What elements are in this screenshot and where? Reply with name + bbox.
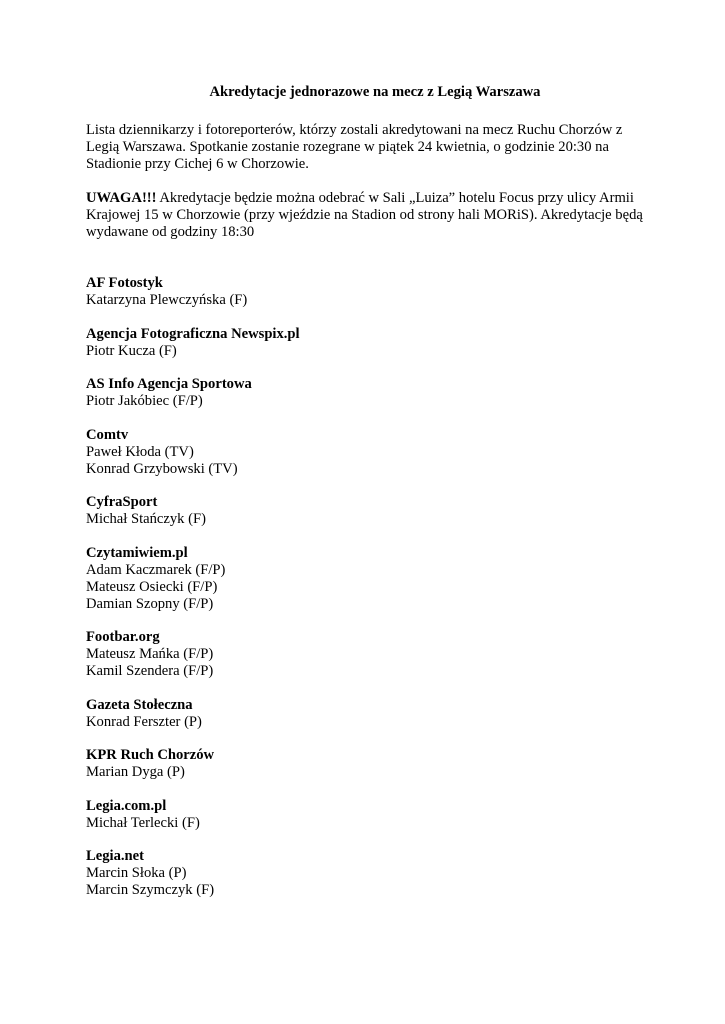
document-title: Akredytacje jednorazowe na mecz z Legią Warszawa: [209, 84, 541, 100]
accredited-person: Katarzyna Plewczyńska (F): [86, 292, 248, 308]
accreditation-list: [86, 275, 646, 899]
organization-block: [86, 376, 646, 410]
accredited-person: Marcin Słoka (P): [86, 865, 187, 881]
organization-name: Legia.com.pl: [86, 797, 167, 814]
accredited-person: Konrad Ferszter (P): [86, 713, 202, 730]
intro-paragraph: Lista dziennikarzy i fotoreporterów, którzy zostali akredytowani na mecz Ruchu Chorzów z Legią Warszawa. Spotkanie zostanie rozegrane w piątek 24 kwietnia, o godzinie 20:30 na Stadionie przy Cichej 6 w Chorzowie.: [86, 122, 623, 172]
accredited-person: Piotr Kucza (F): [86, 342, 177, 359]
accredited-person: Michał Terlecki (F): [86, 814, 200, 831]
notice-label: UWAGA!!!: [86, 190, 157, 206]
organization-block: [86, 494, 646, 528]
organization-block: [86, 848, 646, 899]
accredited-person: Konrad Grzybowski (TV): [86, 460, 238, 477]
accredited-person: Paweł Kłoda (TV): [86, 443, 194, 460]
accredited-person: Damian Szopny (F/P): [86, 595, 214, 612]
organization-block: [86, 427, 646, 478]
organization-name: CyfraSport: [86, 494, 158, 510]
accredited-person: Piotr Jakóbiec (F/P): [86, 393, 203, 409]
organization-block: [86, 275, 646, 309]
accredited-person: Marcin Szymczyk (F): [86, 882, 215, 898]
accredited-person: Michał Stańczyk (F): [86, 511, 206, 527]
organization-name: KPR Ruch Chorzów: [86, 747, 215, 763]
document-page: [86, 84, 646, 916]
notice-text: Akredytacje będzie można odebrać w Sali „Luiza” hotelu Focus przy ulicy Armii Krajowej 15 w Chorzowie (przy wjeździe na Stadion od strony hali MORiS). Akredytacje będą wydawane od godziny 18:30: [86, 190, 643, 240]
organization-name: Gazeta Stołeczna: [86, 696, 193, 713]
organization-name: AS Info Agencja Sportowa: [86, 376, 252, 392]
organization-name: Czytamiwiem.pl: [86, 544, 188, 561]
organization-name: Footbar.org: [86, 629, 160, 645]
organization-block: [86, 326, 646, 360]
organization-block: [86, 697, 646, 731]
accredited-person: Mateusz Osiecki (F/P): [86, 578, 218, 595]
organization-name: Agencja Fotograficzna Newspix.pl: [86, 325, 300, 342]
organization-name: Comtv: [86, 426, 129, 443]
organization-name: Legia.net: [86, 848, 144, 864]
organization-block: [86, 629, 646, 680]
organization-block: [86, 747, 646, 781]
notice-paragraph: [86, 190, 646, 241]
accredited-person: Mateusz Mańka (F/P): [86, 646, 214, 662]
organization-block: [86, 798, 646, 832]
organization-block: [86, 545, 646, 613]
accredited-person: Adam Kaczmarek (F/P): [86, 561, 226, 578]
accredited-person: Marian Dyga (P): [86, 764, 185, 780]
accredited-person: Kamil Szendera (F/P): [86, 663, 214, 679]
organization-name: AF Fotostyk: [86, 275, 163, 291]
